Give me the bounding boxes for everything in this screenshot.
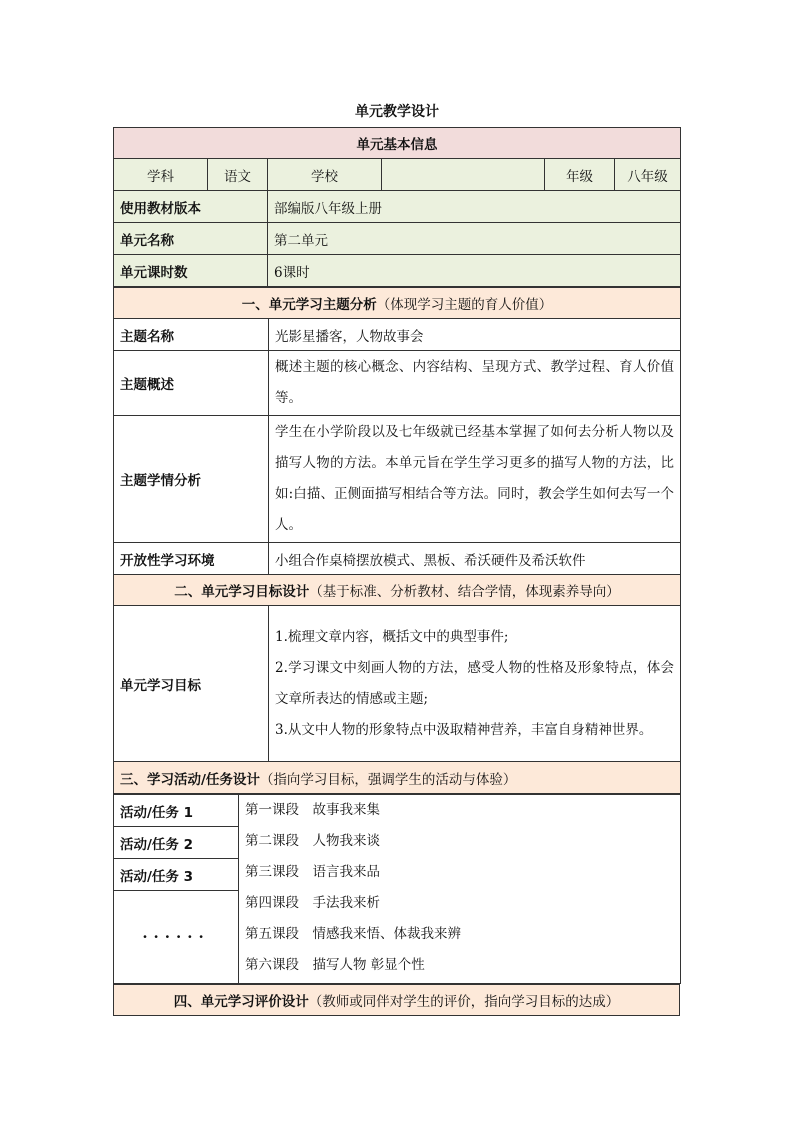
section1-header [114,288,681,319]
section2-title: 二、单元学习目标设计 [174,584,310,600]
learner-analysis-label: 主题学情分析 [114,416,269,543]
section3-title: 三、学习活动/任务设计 [120,771,260,788]
goal-item: 1.梳理文章内容，概括文中的典型事件; [275,628,509,645]
basic-info-header: 单元基本信息 [114,128,681,159]
document-title: 单元教学设计 [355,104,439,120]
section2-header [114,575,681,606]
section4-title: 四、单元学习评价设计 [173,994,309,1010]
unit-goals-list [269,606,681,762]
evaluation-table [113,984,680,1016]
unit-name-label: 单元名称 [114,223,268,255]
learning-environment-label: 开放性学习环境 [114,543,269,575]
section2-note: （基于标准、分析教材、结合学情，体现素养导向） [309,584,620,600]
learning-environment-value: 小组合作桌椅摆放模式、黑板、希沃硬件及希沃软件 [269,543,681,575]
lesson-count-label: 单元课时数 [114,255,268,287]
lesson-item: 第五课段 情感我来悟、体裁我来辨 [245,926,461,942]
lesson-count-value: 6课时 [268,255,681,287]
school-value [382,159,545,191]
activity-label-1: 活动/任务 1 [114,795,239,827]
theme-overview-label: 主题概述 [114,351,269,416]
section3-note: （指向学习目标，强调学生的活动与体验） [259,771,517,788]
lesson-list [239,795,681,984]
lesson-item: 第四课段 手法我来析 [245,895,380,911]
activity-label-3: 活动/任务 3 [114,859,239,891]
section4-note: （教师或同伴对学生的评价，指向学习目标的达成） [308,994,620,1010]
goal-item: 3.从文中人物的形象特点中汲取精神营养，丰富自身精神世界。 [275,721,653,738]
unit-design-table [113,127,680,1016]
section4-header [114,985,680,1016]
subject-label: 学科 [114,159,208,191]
lesson-item: 第一课段 故事我来集 [245,802,380,818]
section1-note: （体现学习主题的育人价值） [376,297,553,313]
subject-value: 语文 [208,159,268,191]
grade-value: 八年级 [615,159,681,191]
section3-header [114,762,681,794]
school-label: 学校 [268,159,382,191]
lesson-item: 第六课段 描写人物 彰显个性 [245,957,425,973]
grade-label: 年级 [545,159,615,191]
textbook-version-value: 部编版八年级上册 [268,191,681,223]
textbook-version-label: 使用教材版本 [114,191,268,223]
activities-table [113,794,681,984]
basic-info-table [113,127,681,287]
activity-more-placeholder: ······ [114,891,239,984]
goal-item: 2.学习课文中刻画人物的方法，感受人物的性格及形象特点，体会文章所表达的情感或主题; [275,659,674,707]
unit-goals-label: 单元学习目标 [114,606,269,762]
section1-title: 一、单元学习主题分析 [241,297,377,313]
theme-name-value: 光影星播客，人物故事会 [269,319,681,351]
lesson-item: 第二课段 人物我来谈 [245,833,380,849]
lesson-item: 第三课段 语言我来品 [245,864,380,880]
unit-name-value: 第二单元 [268,223,681,255]
theme-name-label: 主题名称 [114,319,269,351]
theme-overview-value: 概述主题的核心概念、内容结构、呈现方式、教学过程、育人价值等。 [269,351,681,416]
activity-label-2: 活动/任务 2 [114,827,239,859]
learner-analysis-value: 学生在小学阶段以及七年级就已经基本掌握了如何去分析人物以及描写人物的方法。本单元旨在学生学习更多的描写人物的方法，比如:白描、正侧面描写相结合等方法。同时，教会学生如何去写一个人。 [269,416,681,543]
theme-analysis-table [113,287,681,794]
